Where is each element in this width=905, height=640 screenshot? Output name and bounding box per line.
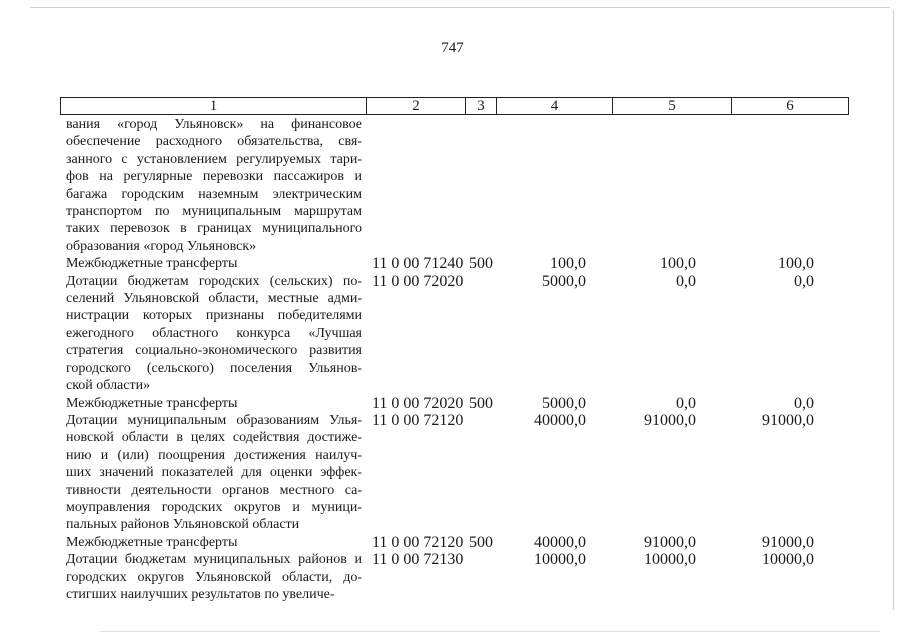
amount-year-2: 91000,0 [644,533,696,551]
table-row-line [66,186,856,203]
row-description: селений Ульяновской области, местные адми- [66,291,362,307]
column-header-4: 4 [497,98,613,115]
target-code: 11 0 00 72130 [372,551,464,569]
amount-year-1: 40000,0 [534,411,586,429]
table-row-line [66,203,856,220]
table-row [66,534,856,551]
amount-year-1: 5000,0 [542,272,586,290]
scan-artifact-bottom [100,631,880,632]
row-description: Межбюджетные трансферты [66,534,238,550]
scan-artifact-right [893,10,894,610]
amount-year-2: 0,0 [676,272,696,290]
table-row-line [66,377,856,394]
amount-year-3: 10000,0 [762,551,814,569]
amount-year-2: 10000,0 [644,551,696,569]
column-header-3: 3 [466,98,497,115]
table-row [66,116,856,255]
row-description: багажа городским наземным электрическим [66,186,362,202]
row-description: тивности деятельности органов местного са- [66,482,362,498]
expense-type: 500 [469,533,493,551]
amount-year-1: 10000,0 [534,551,586,569]
row-description: городского (сельского) поселения Ульянов- [66,360,362,376]
row-description: фов на регулярные перевозки пассажиров и [66,169,362,185]
table-row-line [66,516,856,533]
amount-year-3: 100,0 [778,255,814,273]
row-description: Дотации бюджетам городских (сельских) по- [66,273,362,289]
table-row-line [66,499,856,516]
budget-table-body [66,116,856,603]
amount-year-2: 100,0 [660,255,696,273]
table-row-line [66,307,856,324]
table-row-line [66,429,856,446]
row-description: вания «город Ульяновск» на финансовое [66,117,362,132]
row-description: ской области» [66,378,151,394]
column-header-row [61,98,849,115]
table-row-line [66,168,856,185]
table-row [66,551,856,603]
amount-year-3: 91000,0 [762,411,814,429]
row-description: образования «город Ульяновск» [66,238,257,254]
scan-artifact-top [30,7,890,8]
target-code: 11 0 00 72020 [372,394,464,412]
table-row-line [66,482,856,499]
table-row [66,255,856,272]
target-code: 11 0 00 72120 [372,411,464,429]
table-row [66,273,856,395]
table-row-line [66,133,856,150]
row-description: пальных районов Ульяновской области [66,517,300,533]
row-description: нию и (или) поощрения достижения наилуч- [66,447,362,463]
table-row-line [66,447,856,464]
column-header-table [60,97,849,115]
table-row-line [66,325,856,342]
table-row-line [66,586,856,603]
table-row-line [66,290,856,307]
row-description: таких перевозок в границах муниципального [66,221,362,237]
row-description: транспортом по муниципальным маршрутам [66,204,362,220]
table-row-line [66,238,856,255]
row-description: моуправления городских округов и муници- [66,499,362,515]
table-row-line [66,220,856,237]
row-description: нистрации которых признаны победителями [66,308,362,324]
row-description: ших значений показателей для оценки эффек- [66,465,362,481]
table-row-line [66,342,856,359]
column-header-5: 5 [613,98,732,115]
row-description: ежегодного областного конкурса «Лучшая [66,325,362,341]
row-description: обеспечение расходного обязательства, свя- [66,134,362,150]
row-description: Межбюджетные трансферты [66,256,238,272]
amount-year-1: 5000,0 [542,394,586,412]
page-number: 747 [441,40,464,56]
table-row-line [66,360,856,377]
target-code: 11 0 00 71240 [372,255,464,273]
row-description: городских округов Ульяновской области, до- [66,569,362,585]
row-description: стратегия социально-экономического развития [66,343,362,359]
table-row-line [66,116,856,133]
amount-year-1: 40000,0 [534,533,586,551]
table-row [66,412,856,534]
amount-year-3: 91000,0 [762,533,814,551]
amount-year-3: 0,0 [794,272,814,290]
table-row-line [66,569,856,586]
table-row [66,395,856,412]
target-code: 11 0 00 72020 [372,272,464,290]
column-header-1: 1 [61,98,367,115]
row-description: Дотации муниципальным образованиям Улья- [66,412,362,428]
amount-year-3: 0,0 [794,394,814,412]
table-row-line [66,464,856,481]
row-description: занного с установлением регулируемых тари- [66,151,362,167]
column-header-2: 2 [367,98,466,115]
amount-year-1: 100,0 [550,255,586,273]
column-header-6: 6 [732,98,849,115]
amount-year-2: 91000,0 [644,411,696,429]
row-description: новской области в целях содействия достиже- [66,430,362,446]
expense-type: 500 [469,255,493,273]
row-description: стигших наилучших результатов по увеличе- [66,586,335,602]
table-row-line [66,151,856,168]
row-description: Межбюджетные трансферты [66,395,238,411]
expense-type: 500 [469,394,493,412]
row-description: Дотации бюджетам муниципальных районов и [66,552,362,568]
target-code: 11 0 00 72120 [372,533,464,551]
amount-year-2: 0,0 [676,394,696,412]
